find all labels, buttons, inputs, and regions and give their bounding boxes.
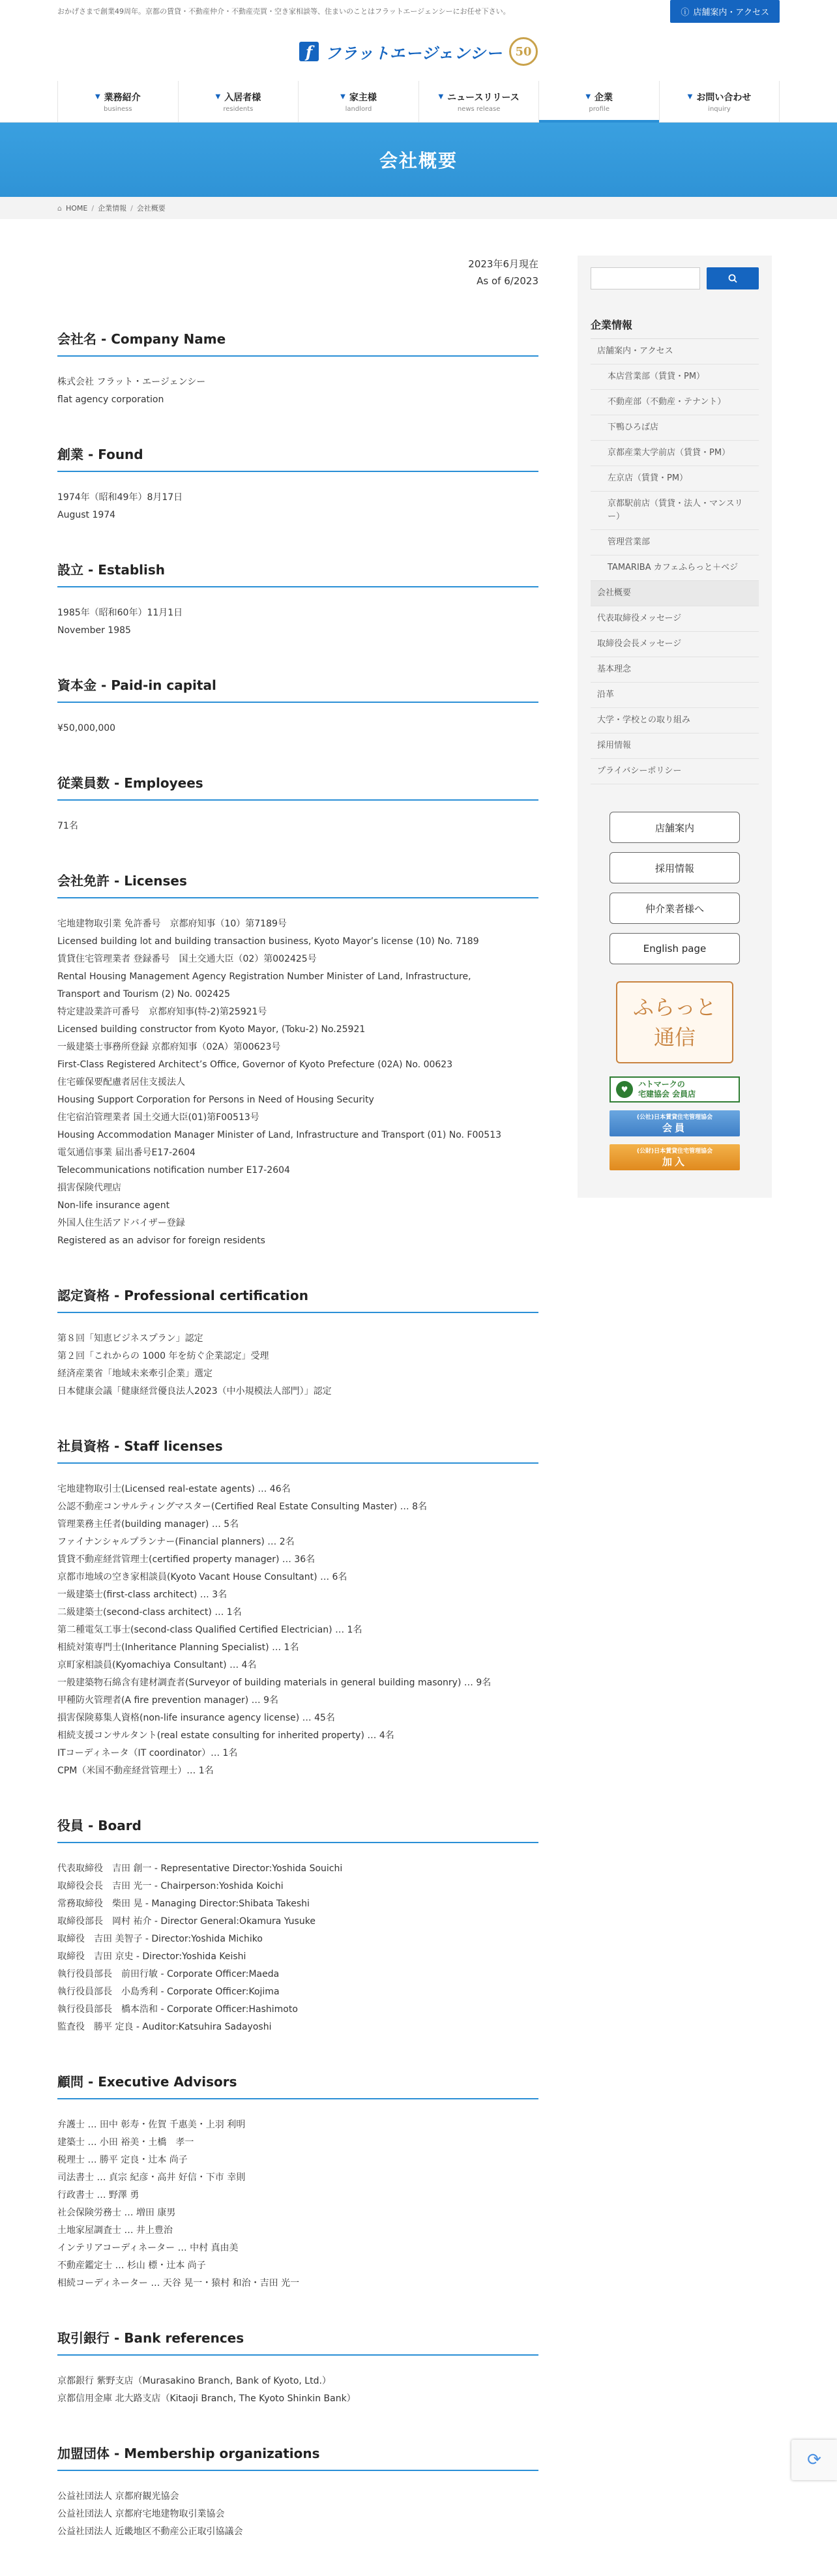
sidebar-menu-item[interactable]: 大学・学校との取り組み [591,708,759,733]
section-line: 一級建築士(first-class architect) … 3名 [57,1590,228,1600]
section-line: ITコーディネータ（IT coordinator）… 1名 [57,1748,238,1758]
sidebar-menu-item[interactable]: 代表取締役メッセージ [591,606,759,632]
section-heading: 資本金 - Paid-in capital [57,675,538,703]
section-line: 第８回「知恵ビジネスプラン」認定 [57,1333,203,1344]
section-line: 税理士 … 勝平 定良・辻本 尚子 [57,2155,188,2165]
sidebar-menu-item[interactable]: 採用情報 [591,733,759,759]
section-line: Licensed building constructor from Kyoto Mayor, (Toku-2) No.25921 [57,1024,366,1035]
sidebar-menu-item[interactable]: 基本理念 [591,657,759,683]
magnifier-icon [728,274,737,283]
section-line: 相続支援コンサルタント(real estate consulting for inherited property) … 4名 [57,1730,394,1741]
search-button[interactable] [707,267,759,289]
section-heading: 設立 - Establish [57,559,538,587]
sidebar-menu-item[interactable]: 管理営業部 [591,530,759,555]
sidebar-menu-item[interactable]: 取締役会長メッセージ [591,632,759,657]
section-line: 京町家相談員(Kyomachiya Consultant) … 4名 [57,1660,257,1670]
section-line: 株式会社 フラット・エージェンシー [57,377,206,387]
section-line: 公益社団法人 近畿地区不動産公正取引協議会 [57,2526,243,2537]
section-heading: 創業 - Found [57,444,538,472]
info-section [57,1815,538,2036]
section-line: 宅地建物取引業 免許番号 京都府知事（10）第7189号 [57,919,287,929]
as-of-date: 2023年6月現在 As of 6/2023 [468,258,538,287]
section-line: 特定建設業許可番号 京都府知事(特-2)第25921号 [57,1007,267,1017]
section-line: August 1974 [57,510,116,520]
site-logo[interactable] [0,22,837,81]
chevron-down-icon: ▼ [215,93,221,100]
store-guide-button[interactable]: 店舗案内 [609,812,740,843]
section-line: Housing Accommodation Manager Minister of Land, Infrastructure and Transport (01) No. F00513 [57,1130,502,1140]
section-line: 経済産業省「地域未来牽引企業」選定 [57,1369,213,1379]
info-section [57,1436,538,1780]
info-section [57,444,538,524]
section-line: 京都信用金庫 北大路支店（Kitaoji Branch, The Kyoto Shinkin Bank） [57,2393,356,2404]
section-line: 京都銀行 紫野支店（Murasakino Branch, Bank of Kyoto, Ltd.） [57,2376,331,2386]
sidebar-buttons [591,812,759,964]
section-line: First-Class Registered Architect’s Office, Governor of Kyoto Prefecture (02A) No. 00623 [57,1059,453,1070]
section-line: Transport and Tourism (2) No. 002425 [57,989,230,999]
section-heading: 顧問 - Executive Advisors [57,2071,538,2099]
section-line: 住宅確保要配慮者居住支援法人 [57,1077,185,1088]
anniversary-badge: 50 [509,37,538,66]
section-line: November 1985 [57,625,131,636]
furatto-tsushin-banner[interactable]: ふらっと 通信 [616,981,733,1063]
section-line: 賃貸住宅管理業者 登録番号 国土交通大臣（02）第002425号 [57,954,317,964]
section-line: 甲種防火管理者(A fire prevention manager) … 9名 [57,1695,279,1706]
section-line: Housing Support Corporation for Persons in Need of Housing Security [57,1095,374,1105]
section-line: 1974年（昭和49年）8月17日 [57,492,183,503]
home-icon: ⌂ [57,203,62,213]
sidebar-menu-item[interactable]: TAMARIBA カフェふらっと＋ベジ [591,555,759,581]
section-line: 二級建築士(second-class architect) … 1名 [57,1607,242,1618]
section-line: 監査役 勝平 定良 - Auditor:Katsuhira Sadayoshi [57,2022,272,2032]
top-bar [0,0,837,22]
page-hero [0,123,837,197]
section-line: 取締役部長 岡村 祐介 - Director General:Okamura Yusuke [57,1916,316,1927]
section-line: 土地家屋調査士 … 井上豊治 [57,2225,173,2236]
sidebar-menu [591,339,759,784]
info-section [57,675,538,737]
section-line: 相続コーディネーター … 天谷 晃一・猿村 和治・吉田 光一 [57,2278,300,2288]
chevron-down-icon: ▼ [687,93,693,100]
section-line: 住宅宿泊管理業者 国土交通大臣(01)第F00513号 [57,1112,259,1123]
nav-item-business[interactable]: ▼ 業務紹介 business [57,81,178,122]
sidebar-menu-item[interactable]: プライバシーポリシー [591,759,759,784]
sidebar-title: 企業情報 [591,317,759,339]
breadcrumb [0,197,837,219]
section-heading: 認定資格 - Professional certification [57,1285,538,1313]
recaptcha-icon: ⟳ [807,2450,821,2470]
section-line: 賃貸不動産経営管理士(certified property manager) … 36名 [57,1554,316,1565]
nav-item-news-release[interactable]: ▼ ニュースリリース news release [419,81,539,122]
section-line: 取締役会長 吉田 光一 - Chairperson:Yoshida Koichi [57,1881,284,1891]
chevron-down-icon: ▼ [95,93,100,100]
section-line: 宅地建物取引士(Licensed real-estate agents) … 46名 [57,1484,291,1494]
sidebar-menu-item[interactable]: 左京店（賃貸・PM） [591,466,759,492]
section-line: 不動産鑑定士 … 杉山 標・辻本 尚子 [57,2260,206,2271]
section-line: 代表取締役 吉田 創一 - Representative Director:Yoshida Souichi [57,1863,343,1874]
section-line: ¥50,000,000 [57,723,116,733]
section-line: ファイナンシャルプランナー(Financial planners) … 2名 [57,1537,295,1547]
nav-item-residents[interactable]: ▼ 入居者様 residents [178,81,299,122]
sidebar-menu-item[interactable]: 沿革 [591,683,759,708]
section-line: 第二種電気工事士(second-class Qualified Certified Electrician) … 1名 [57,1625,362,1635]
section-line: 建築士 … 小田 裕美・土橋 孝一 [57,2137,194,2148]
sidebar [578,256,772,1198]
section-line: 71名 [57,821,78,831]
breadcrumb-current: 会社概要 [136,204,166,213]
logo-mark-icon: f [299,42,319,61]
section-line: Rental Housing Management Agency Registration Number Minister of Land, Infrastructure, [57,971,471,982]
section-line: 執行役員部長 橋本浩和 - Corporate Officer:Hashimoto [57,2004,298,2015]
section-line: 執行役員部長 小島秀利 - Corporate Officer:Kojima [57,1987,280,1997]
info-section [57,773,538,835]
section-line: 外国人住生活アドバイザー登録 [57,1218,185,1228]
hato-mark-icon: ♥ [616,1081,633,1098]
section-line: 損害保険代理店 [57,1183,121,1193]
recaptcha-badge[interactable] [791,2440,837,2480]
section-line: 公益社団法人 京都府観光協会 [57,2491,179,2502]
info-section [57,2071,538,2292]
sidebar-menu-item[interactable]: 京都駅前店（賃貸・法人・マンスリー） [591,492,759,530]
section-heading: 役員 - Board [57,1815,538,1843]
sidebar-menu-item[interactable]: 本店営業部（賃貸・PM） [591,364,759,390]
section-line: Non-life insurance agent [57,1200,170,1211]
section-line: Registered as an advisor for foreign residents [57,1236,265,1246]
info-section [57,559,538,640]
section-line: 1985年（昭和60年）11月1日 [57,608,183,618]
section-line: Telecommunications notification number E17-2604 [57,1165,290,1176]
breadcrumb-separator: / [130,203,133,213]
info-icon: ⓘ [681,7,690,18]
chevron-down-icon: ▼ [340,93,345,100]
section-heading: 会社免許 - Licenses [57,870,538,898]
section-line: 公益社団法人 京都府宅地建物取引業協会 [57,2509,225,2519]
sidebar-menu-item[interactable]: 京都産業大学前店（賃貸・PM） [591,441,759,466]
section-line: 司法書士 … 貞宗 紀彦・高井 好信・下市 幸則 [57,2172,246,2183]
section-line: 取締役 吉田 京史 - Director:Yoshida Keishi [57,1951,246,1962]
section-line: 日本健康会議「健康経営優良法人2023（中小規模法人部門）」認定 [57,1386,332,1397]
breadcrumb-home[interactable]: HOME [65,203,88,213]
section-line: 第２回「これからの 1000 年を紡ぐ企業認定」受理 [57,1351,269,1361]
for-brokers-button[interactable]: 仲介業者様へ [609,893,740,924]
rental-management-association-join-banner[interactable]: (公財)日本賃貸住宅管理協会 加入 [609,1144,740,1170]
sidebar-menu-item[interactable]: 店舗案内・アクセス [591,339,759,364]
section-line: 行政書士 … 野澤 勇 [57,2190,140,2200]
section-line: 常務取締役 柴田 晃 - Managing Director:Shibata Takeshi [57,1899,310,1909]
nav-item-profile[interactable]: ▼ 企業 profile [538,81,659,122]
info-section [57,1285,538,1400]
section-line: 電気通信事業 届出番号E17-2604 [57,1147,196,1158]
nav-item-inquiry[interactable]: ▼ お問い合わせ inquiry [659,81,780,122]
info-section [57,2443,538,2541]
section-line: 弁護士 … 田中 彰寿・佐賀 千惠美・上羽 利明 [57,2120,246,2130]
section-heading: 取引銀行 - Bank references [57,2328,538,2356]
section-line: 損害保険募集人資格(non-life insurance agency license) … 45名 [57,1713,335,1723]
chevron-down-icon: ▼ [438,93,444,100]
global-nav [0,81,837,123]
section-heading: 従業員数 - Employees [57,773,538,801]
section-heading: 会社名 - Company Name [57,329,538,357]
section-line: 一般建築物石綿含有建材調査者(Surveyor of building materials in general building masonry) … 9名 [57,1678,492,1688]
sidebar-menu-item[interactable]: 下鴨ひろば店 [591,415,759,441]
rental-management-association-member-banner[interactable]: (公社)日本賃貸住宅管理協会 会員 [609,1110,740,1136]
section-line: 執行役員部長 前田行敏 - Corporate Officer:Maeda [57,1969,280,1979]
sidebar-menu-item[interactable]: 会社概要 [591,581,759,606]
info-section [57,870,538,1250]
section-line: インテリアコーディネーター … 中村 真由美 [57,2243,239,2253]
search-form [591,267,759,289]
hato-mark-banner[interactable]: ♥ ハトマークの 宅建協会 会員店 [609,1076,740,1103]
section-line: 社会保険労務士 … 増田 康男 [57,2208,176,2218]
main-content [57,256,538,2576]
section-line: Licensed building lot and building transaction business, Kyoto Mayor’s license (10) No. 7189 [57,936,479,947]
logo-text: フラットエージェンシー [325,44,503,63]
section-line: 取締役 吉田 美智子 - Director:Yoshida Michiko [57,1934,263,1944]
info-section [57,329,538,409]
store-access-button[interactable]: ⓘ 店舗案内・アクセス [670,0,780,23]
section-line: 一級建築士事務所登録 京都府知事（02A）第00623号 [57,1042,281,1052]
section-line: 管理業務主任者(building manager) … 5名 [57,1519,239,1530]
chevron-down-icon: ▼ [585,93,591,100]
top-notice: おかげさまで創業49周年。京都の賃貸・不動産仲介・不動産売買・空き家相談等、住まいのことはフラットエージェンシーにお任せ下さい。 [57,7,510,16]
sidebar-menu-item[interactable]: 不動産部（不動産・テナント） [591,390,759,415]
section-line: flat agency corporation [57,394,164,405]
page-title: 会社概要 [379,150,458,171]
info-section [57,2328,538,2408]
recruitment-button[interactable]: 採用情報 [609,852,740,883]
search-input[interactable] [591,267,700,289]
section-line: 京都市地域の空き家相談員(Kyoto Vacant House Consultant) … 6名 [57,1572,347,1582]
nav-item-landlord[interactable]: ▼ 家主様 landlord [298,81,419,122]
section-line: 公認不動産コンサルティングマスター(Certified Real Estate Consulting Master) … 8名 [57,1502,427,1512]
breadcrumb-parent[interactable]: 企業情報 [98,204,127,213]
section-line: CPM（米国不動産経営管理士）… 1名 [57,1766,214,1776]
breadcrumb-separator: / [91,203,95,213]
section-heading: 社員資格 - Staff licenses [57,1436,538,1464]
section-heading: 加盟団体 - Membership organizations [57,2443,538,2471]
section-line: 相続対策専門士(Inheritance Planning Specialist) … 1名 [57,1642,299,1653]
english-page-button[interactable]: English page [609,933,740,964]
